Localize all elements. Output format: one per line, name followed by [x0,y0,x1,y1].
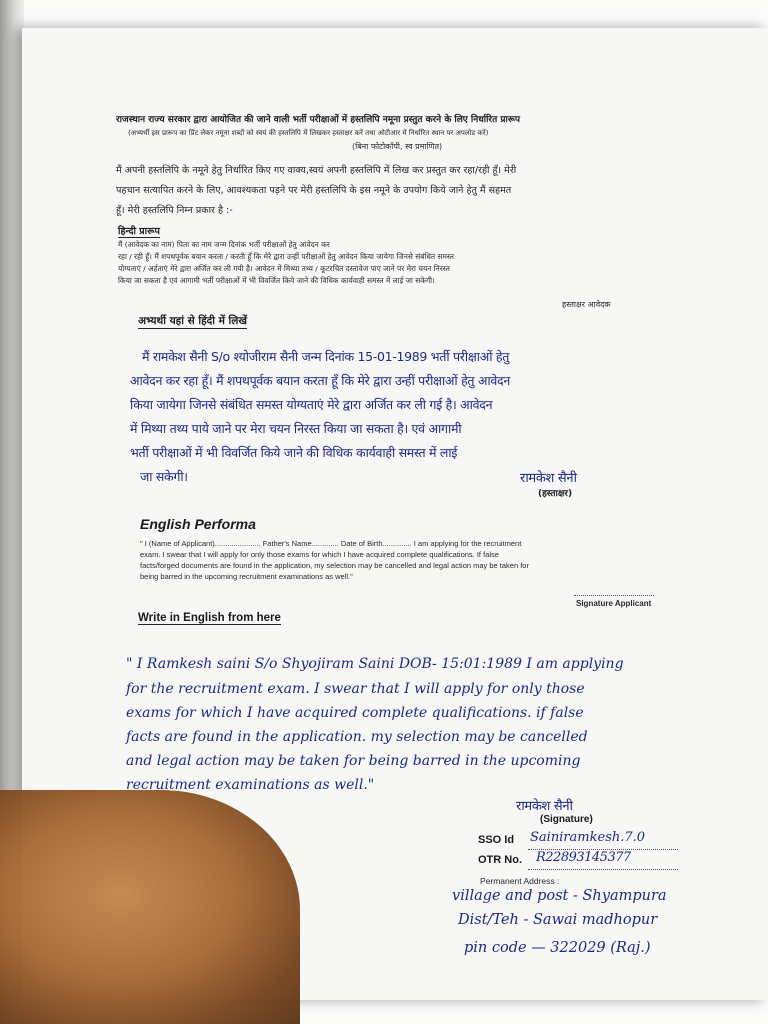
hindi-handwritten-line-6: जा सकेगी। [140,469,188,484]
english-handwritten-line-1: " I Ramkesh saini S/o Shyojiram Saini DOB- 15:01:1989 I am applying [126,656,624,672]
thumb-obstruction [0,790,300,1024]
hindi-format-line-3: योग्यताएं / अर्हताएं मेरे द्वारा अर्जित कर ली गयी है। आवेदन में मिथ्या तथ्य / कूटरचित दस्तावेज पाए जाने पर मेरा चयन निरस्त [118,264,450,273]
hindi-sign-label: हस्ताक्षर आवेदक [562,300,611,309]
hindi-note: (बिना फोटोकॉपी, स्व प्रमाणित) [352,142,443,151]
otr-value: R22893145377 [536,850,631,865]
hindi-intro-3: हूँ। मेरी हस्तलिपि निम्न प्रकार है :- [116,205,233,216]
english-line-1: " I (Name of Applicant)...................... Father's Name............. Date of Birth.............. I am applying for the recruitment [140,539,522,548]
sso-label: SSO Id [478,834,515,846]
english-line-3: facts/forged documents are found in the application, my selection may be cancelled and legal action may be taken for [140,561,529,570]
hindi-title: राजस्थान राज्य सरकार द्वारा आयोजित की जाने वाली भर्ती परीक्षाओं में हस्तलिपि नमूना प्रस्तुत करने के लिए निर्धारित प्रारूप [116,115,520,125]
hindi-format-line-2: रहा / रही हूँ। मैं शपथपूर्वक बयान करता / करती हूँ कि मेरे द्वारा उन्हीं परीक्षाओं हेतु आवेदन किया जायेगा जिनसे संबंधित समस्त [118,252,454,261]
address-line-2: Dist/Teh - Sawai madhopur [458,912,658,928]
english-write-here-heading: Write in English from here [138,612,281,624]
english-sign-line [574,594,654,596]
english-handwritten-line-2: for the recruitment exam. I swear that I will apply for only those [126,681,585,697]
hindi-subtitle: (अभ्यर्थी इस प्रारूप का प्रिंट लेकर नमूना शब्दों को स्वयं की हस्तलिपि में लिखकर हस्ताक्षर करें तथा ओटीआर में निर्धारित स्थान पर अपलोड करें) [128,129,489,137]
hindi-handwritten-line-5: भर्ती परीक्षाओं में भी विवर्जित किये जाने की विधिक कार्यवाही समस्त में लाई [130,445,458,460]
hindi-handwritten-signature: रामकेश सैनी [520,471,577,486]
hindi-format-line-1: मैं (आवेदक का नाम) पिता का नाम जन्म दिनांक भर्ती परीक्षाओं हेतु आवेदन कर [118,240,330,249]
english-handwritten-line-4: facts are found in the application. my selection may be cancelled [126,729,588,745]
hindi-handwritten-line-2: आवेदन कर रहा हूँ। मैं शपथपूर्वक बयान करता हूँ कि मेरे द्वारा उन्हीं परीक्षाओं हेतु आवेदन [130,373,511,388]
sso-value: Sainiramkesh.7.0 [530,830,646,845]
english-performa-heading: English Performa [140,516,256,532]
otr-underline [528,868,678,870]
address-line-1: village and post - Shyampura [452,888,667,904]
english-handwritten-line-3: exams for which I have acquired complete qualifications. if false [126,705,584,721]
hindi-intro-1: मैं अपनी हस्तलिपि के नमूने हेतु निर्धारित किए गए वाक्य,स्वयं अपनी हस्तलिपि में लिख कर प्रस्तुत कर रहा/रही हूँ। मेरी [116,165,517,176]
english-line-2: exam. I swear that I will apply for only those exams for which I have acquired complete qualifications. If false [140,550,499,559]
english-handwritten-line-5: and legal action may be taken for being barred in the upcoming [126,753,581,769]
english-handwritten-line-6: recruitment examinations as well." [126,777,375,793]
english-line-4: being barred in the upcoming recruitment examinations as well." [140,572,353,581]
hindi-handwritten-line-4: में मिथ्या तथ्य पाये जाने पर मेरा चयन निरस्त किया जा सकता है। एवं आगामी [130,421,462,436]
hindi-handwritten-line-3: किया जायेगा जिनसे संबंधित समस्त योग्यताएं मेरे द्वारा अर्जित कर ली गई है। आवेदन [130,397,493,412]
hindi-intro-2: पहचान सत्यापित करने के लिए, आवश्यकता पड़ने पर मेरी हस्तलिपि के इस नमूने के उपयोग किये जाने हेतु मैं सहमत [116,185,512,196]
hindi-write-here-heading: अभ्यर्थी यहां से हिंदी में लिखें [138,315,247,327]
english-handwritten-signature: रामकेश सैनी [516,799,573,814]
hindi-format-line-4: किया जा सकता है एवं आगामी भर्ती परीक्षाओं में भी विवर्जित किये जाने की विधिक कार्यवाही समस्त में लाई जा सकेगी। [118,276,435,285]
signature-label: (Signature) [540,814,593,825]
address-label: Permanent Address : [480,876,560,886]
hindi-handwritten-line-1: मैं रामकेश सैनी S/o श्योजीराम सैनी जन्म दिनांक 15-01-1989 भर्ती परीक्षाओं हेतु [142,349,510,364]
otr-label: OTR No. [478,854,522,866]
address-line-3: pin code — 322029 (Raj.) [464,940,651,956]
hindi-format-heading: हिन्दी प्रारूप [118,226,160,237]
hindi-signature-label: (हस्ताक्षर) [538,489,573,499]
english-sign-label: Signature Applicant [576,599,652,608]
